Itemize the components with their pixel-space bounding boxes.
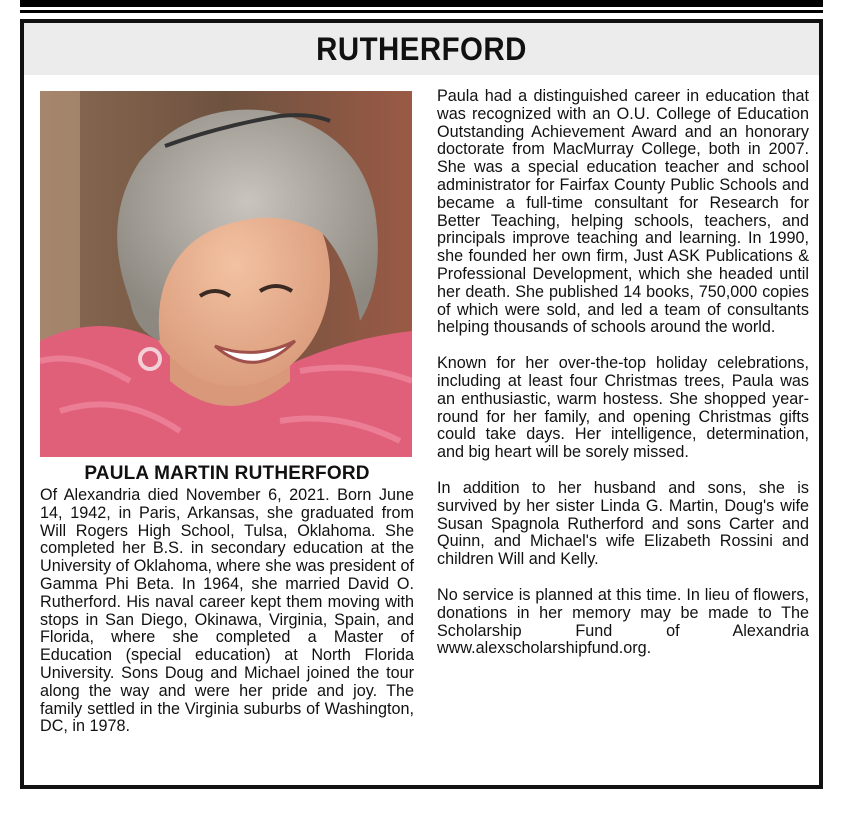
top-rule-thick — [20, 0, 823, 7]
deceased-name: PAULA MARTIN RUTHERFORD — [84, 463, 370, 484]
service-paragraph: No service is planned at this time. In lieu of flowers, donations in her memory may be made to The Scholarship Fund of Alexandria www.alexscholarshipfund.org. — [437, 585, 809, 658]
headline: RUTHERFORD — [316, 30, 527, 67]
left-column — [40, 463, 414, 736]
left-paragraph: Of Alexandria died November 6, 2021. Born June 14, 1942, in Paris, Arkansas, she graduated from Will Rogers High School, Tulsa, Oklahoma. She completed her B.S. in secondary education at the University of Oklahoma, where she was president of Gamma Phi Beta. In 1964, she married David O. Rutherford. His naval career kept them moving with stops in San Diego, Okinawa, Virginia, Spain, and Florida, where she completed a Master of Education (special education) at North Florida University. Sons Doug and Michael joined the tour along the way and were her pride and joy. The family settled in the Virginia suburbs of Washington, DC, in 1978. — [40, 486, 414, 736]
career-paragraph: Paula had a distinguished career in education that was recognized with an O.U. College of Education Outstanding Achievement Award and an honorary doctorate from MacMurray College, both in 2007. She was a special education teacher and school administrator for Fairfax County Public Schools and became a full-time consultant for Research for Better Teaching, helping schools, teachers, and principals improve teaching and learning. In 1990, she founded her own firm, Just ASK Publications & Professional Development, which she headed until her death. She published 14 books, 750,000 copies of which were sold, and led a team of consultants helping thousands of schools around the world. — [437, 87, 809, 337]
obituary-frame — [20, 19, 823, 789]
portrait-illustration — [40, 91, 412, 457]
holiday-paragraph: Known for her over-the-top holiday celebrations, including at least four Christmas trees, Paula was an enthusiastic, warm hostess. She shopped year-round for her family, and opening Christmas gifts could take days. Her intelligence, determination, and big heart will be sorely missed. — [437, 354, 809, 462]
right-column — [437, 88, 809, 676]
survivors-paragraph: In addition to her husband and sons, she is survived by her sister Linda G. Martin, Doug's wife Susan Spagnola Rutherford and sons Carter and Quinn, and Michael's wife Elizabeth Rossini and children Will and Kelly. — [437, 478, 809, 569]
headline-band — [24, 23, 819, 75]
top-rule-thin — [20, 10, 823, 13]
portrait-photo — [40, 91, 412, 457]
